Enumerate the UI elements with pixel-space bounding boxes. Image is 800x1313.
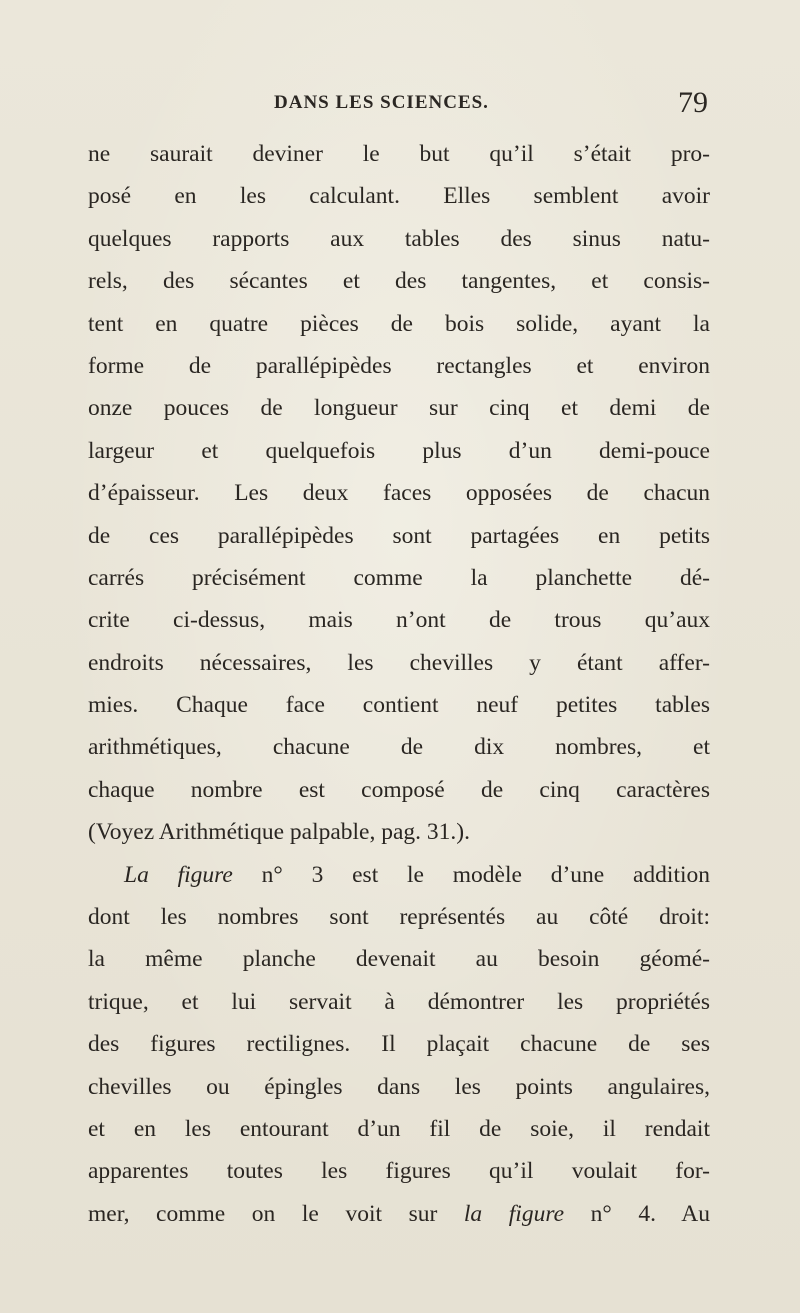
text-line: ne saurait deviner le but qu’il s’était pro- bbox=[88, 141, 710, 167]
text-line: carrés précisément comme la planchette dé- bbox=[88, 564, 710, 591]
running-title: DANS LES SCIENCES. bbox=[274, 92, 489, 113]
text-line: arithmétiques, chacune de dix nombres, et bbox=[88, 734, 710, 761]
text-line: dont les nombres sont représentés au côté droit: bbox=[88, 904, 710, 931]
text-line: tent en quatre pièces de bois solide, ayant la bbox=[88, 310, 710, 337]
text-line: des figures rectilignes. Il plaçait chacune de ses bbox=[88, 1031, 710, 1058]
text-line: d’épaisseur. Les deux faces opposées de chacun bbox=[88, 480, 710, 507]
page-header bbox=[88, 86, 708, 122]
body-text bbox=[88, 133, 710, 1235]
italic-reference: La figure bbox=[124, 861, 233, 888]
italic-reference: la figure bbox=[463, 1200, 565, 1227]
page-number: 79 bbox=[678, 86, 708, 119]
text-line: apparentes toutes les figures qu’il voulait for- bbox=[88, 1158, 710, 1185]
text-line: posé en les calculant. Elles semblent avoir bbox=[88, 183, 710, 210]
text-line: endroits nécessaires, les chevilles y étant affer- bbox=[88, 649, 710, 676]
text-line: mies. Chaque face contient neuf petites tables bbox=[88, 692, 710, 719]
text-line: largeur et quelquefois plus d’un demi-pouce bbox=[88, 437, 710, 464]
text-line: (Voyez Arithmétique palpable, pag. 31.). bbox=[88, 819, 470, 846]
text-line: la même planche devenait au besoin géomé- bbox=[88, 946, 710, 973]
text-line: chevilles ou épingles dans les points angulaires, bbox=[88, 1073, 710, 1100]
text-line: onze pouces de longueur sur cinq et demi de bbox=[88, 395, 710, 422]
text-line: chaque nombre est composé de cinq caractères bbox=[88, 776, 710, 803]
text-line: mer, comme on le voit sur la figure n° 4. Au bbox=[88, 1200, 711, 1227]
paragraph-start-line: La figure n° 3 est le modèle d’une addition bbox=[124, 861, 710, 888]
text-line: trique, et lui servait à démontrer les propriétés bbox=[88, 988, 710, 1015]
text-line: crite ci-dessus, mais n’ont de trous qu’aux bbox=[88, 607, 710, 634]
text-line: rels, des sécantes et des tangentes, et consis- bbox=[88, 268, 710, 295]
text-line: forme de parallépipèdes rectangles et environ bbox=[88, 352, 710, 379]
text-line: de ces parallépipèdes sont partagées en petits bbox=[88, 522, 710, 549]
text-line: et en les entourant d’un fil de soie, il rendait bbox=[88, 1115, 710, 1142]
text-line: quelques rapports aux tables des sinus natu- bbox=[88, 225, 710, 252]
